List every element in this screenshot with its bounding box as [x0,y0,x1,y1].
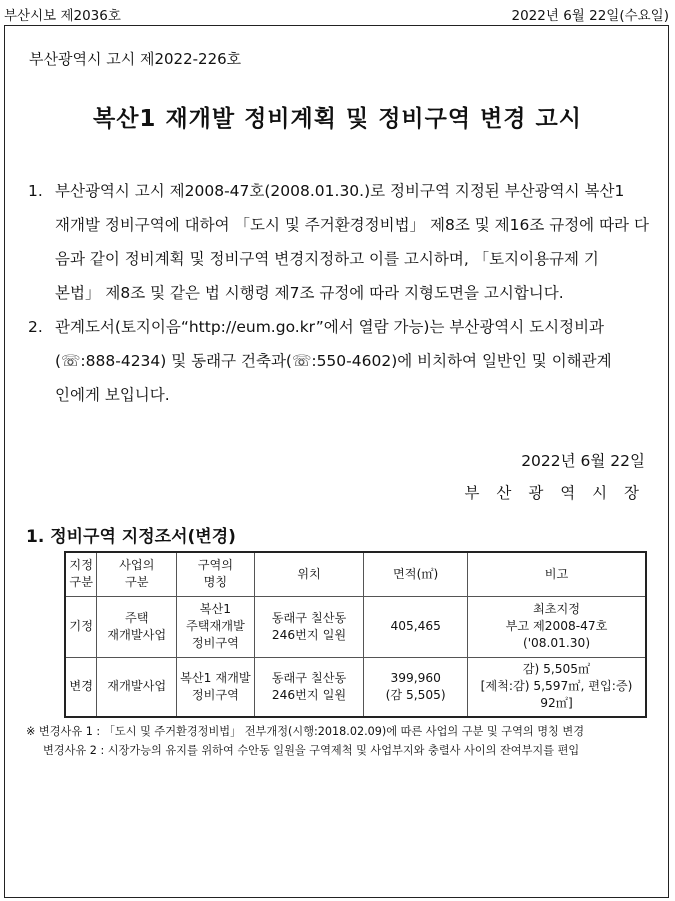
item-line: (☏:888-4234) 및 동래구 건축과(☏:550-4602)에 비치하여 일반인 및 이해관계 [55,352,612,370]
item-line: 음과 같이 정비계획 및 정비구역 변경지정하고 이를 고시하며, 「토지이용규제 기 [55,250,599,268]
table-header-row [65,552,646,596]
change-notes [26,722,584,760]
header-cell: 사업의 구분 [97,552,177,596]
header-cell: 면적(㎡) [364,552,468,596]
header-cell: 구역의 명칭 [177,552,255,596]
table-cell: 기정 [65,596,97,657]
page-header [4,2,671,24]
header-cell: 비고 [468,552,646,596]
header-cell: 지정 구분 [65,552,97,596]
item-line: 본법」 제8조 및 같은 법 시행령 제7조 규정에 따라 지형도면을 고시합니다. [55,284,564,302]
item-line: 인에게 보입니다. [55,386,170,404]
table-cell: 동래구 칠산동 246번지 일원 [254,657,364,717]
table-cell: 주택 재개발사업 [97,596,177,657]
item-line: 재개발 정비구역에 대하여 「도시 및 주거환경정비법」 제8조 및 제16조 규정에 따라 다 [55,216,649,234]
table-row [65,657,646,717]
note-line: 변경사유 2 : 시장가능의 유지를 위하여 수안동 일원을 구역제척 및 사업부지와 충렬사 사이의 잔여부지를 편입 [43,744,580,757]
note-line: ※ 변경사유 1 : 「도시 및 주거환경정비법」 전부개정(시행:2018.02.09)에 따른 사업의 구분 및 구역의 명칭 변경 [26,725,585,738]
notice-number: 부산광역시 고시 제2022-226호 [29,50,242,68]
publication-number: 부산시보 제2036호 [4,8,121,24]
table-cell: 최초지정 부고 제2008-47호 ('08.01.30) [468,596,646,657]
table-cell: 399,960 (감 5,505) [364,657,468,717]
issue-date: 2022년 6월 22일(수요일) [511,8,669,24]
item-number: 2. [28,318,43,336]
notice-date: 2022년 6월 22일 [521,452,645,470]
table-cell: 동래구 칠산동 246번지 일원 [254,596,364,657]
item-line: 관계도서(토지이음“http://eum.go.kr”에서 열람 가능)는 부산광역시 도시정비과 [55,318,605,336]
header-cell: 위치 [254,552,364,596]
item-number: 1. [28,182,43,200]
table-cell: 감) 5,505㎡ [제척:감) 5,597㎡, 편입:증) 92㎡] [468,657,646,717]
table-cell: 재개발사업 [97,657,177,717]
table-row [65,596,646,657]
table-cell: 405,465 [364,596,468,657]
table-cell: 복산1 재개발 정비구역 [177,657,255,717]
item-line: 부산광역시 고시 제2008-47호(2008.01.30.)로 정비구역 지정된 부산광역시 복산1 [55,182,625,200]
issuer-name: 부 산 광 역 시 장 [464,484,645,502]
table-cell: 복산1 주택재개발 정비구역 [177,596,255,657]
table-cell: 변경 [65,657,97,717]
section-title: 1. 정비구역 지정조서(변경) [26,527,236,547]
designation-table [64,551,647,718]
document-title: 복산1 재개발 정비계획 및 정비구역 변경 고시 [93,106,582,132]
